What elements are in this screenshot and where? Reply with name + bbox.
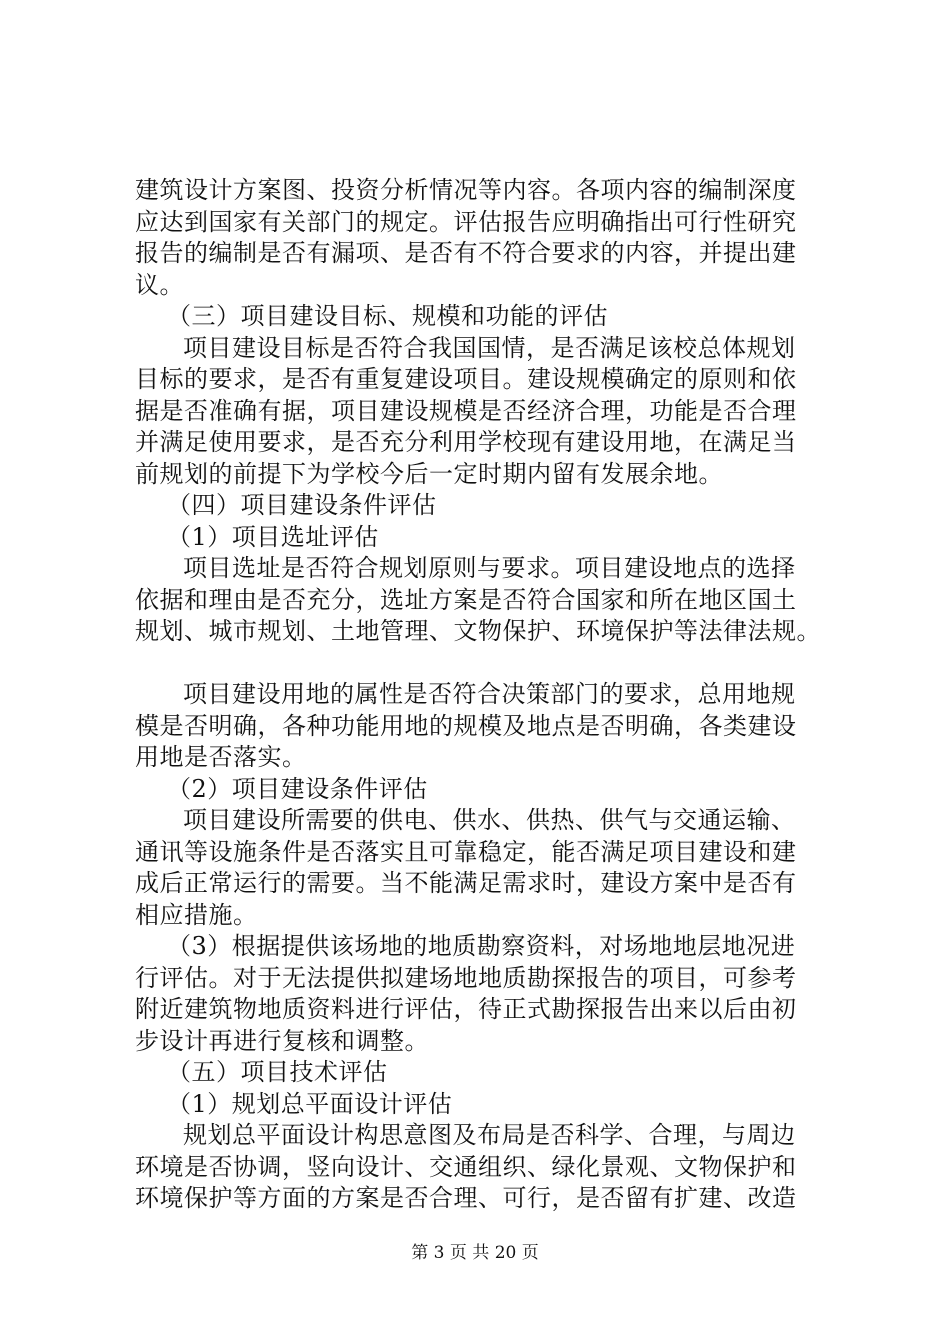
page-footer — [0, 1242, 950, 1264]
paragraph-line: 规划、城市规划、土地管理、文物保护、环境保护等法律法规。 — [135, 617, 821, 645]
paragraph-line: 规划总平面设计构思意图及布局是否科学、合理，与周边 — [183, 1121, 796, 1149]
paragraph-line: 报告的编制是否有漏项、是否有不符合要求的内容，并提出建 — [135, 239, 797, 267]
paragraph-line: 环境保护等方面的方案是否合理、可行，是否留有扩建、改造 — [135, 1184, 797, 1212]
paragraph-line: 项目建设用地的属性是否符合决策部门的要求，总用地规 — [183, 680, 796, 708]
document-body — [135, 175, 840, 1215]
paragraph-line: 建筑设计方案图、投资分析情况等内容。各项内容的编制深度 — [135, 176, 797, 204]
blank-line — [135, 648, 840, 680]
paragraph-line: 应达到国家有关部门的规定。评估报告应明确指出可行性研究 — [135, 207, 797, 236]
paragraph-line: 成后正常运行的需要。当不能满足需求时，建设方案中是否有 — [135, 869, 797, 897]
section-heading: （五）项目技术评估 — [167, 1058, 388, 1086]
section-heading: （三）项目建设目标、规模和功能的评估 — [167, 302, 608, 330]
section-heading: （四）项目建设条件评估 — [167, 491, 437, 519]
paragraph-line: 项目选址是否符合规划原则与要求。项目建设地点的选择 — [183, 554, 796, 582]
paragraph-line: （3）根据提供该场地的地质勘察资料，对场地地层地况进 — [167, 932, 796, 960]
subsection-heading: （1）项目选址评估 — [167, 522, 379, 551]
paragraph-line: 据是否准确有据，项目建设规模是否经济合理，功能是否合理 — [135, 396, 797, 425]
paragraph-line: 用地是否落实。 — [135, 743, 307, 771]
paragraph-line: 项目建设所需要的供电、供水、供热、供气与交通运输、 — [183, 806, 796, 834]
paragraph-line: 行评估。对于无法提供拟建场地地质勘探报告的项目，可参考 — [135, 963, 797, 992]
paragraph-line: 前规划的前提下为学校今后一定时期内留有发展余地。 — [135, 459, 723, 488]
paragraph-line: 相应措施。 — [135, 900, 258, 929]
paragraph-line: 并满足使用要求，是否充分利用学校现有建设用地，在满足当 — [135, 428, 797, 456]
paragraph-line: 项目建设目标是否符合我国国情，是否满足该校总体规划 — [183, 333, 796, 362]
paragraph-line: 步设计再进行复核和调整。 — [135, 1026, 429, 1055]
paragraph-line: 依据和理由是否充分，选址方案是否符合国家和所在地区国土 — [135, 585, 797, 614]
page-number-label: 第 3 页 共 20 页 — [411, 1243, 539, 1263]
paragraph-line: 目标的要求，是否有重复建设项目。建设规模确定的原则和依 — [135, 365, 797, 393]
paragraph-line: 环境是否协调，竖向设计、交通组织、绿化景观、文物保护和 — [135, 1152, 797, 1181]
subsection-heading: （1）规划总平面设计评估 — [167, 1089, 453, 1118]
subsection-heading: （2）项目建设条件评估 — [167, 774, 428, 803]
paragraph-line: 附近建筑物地质资料进行评估，待正式勘探报告出来以后由初 — [135, 995, 797, 1023]
paragraph-line: 模是否明确，各种功能用地的规模及地点是否明确，各类建设 — [135, 711, 797, 740]
paragraph-line: 议。 — [135, 270, 184, 299]
paragraph-line: 通讯等设施条件是否落实且可靠稳定，能否满足项目建设和建 — [135, 837, 797, 866]
